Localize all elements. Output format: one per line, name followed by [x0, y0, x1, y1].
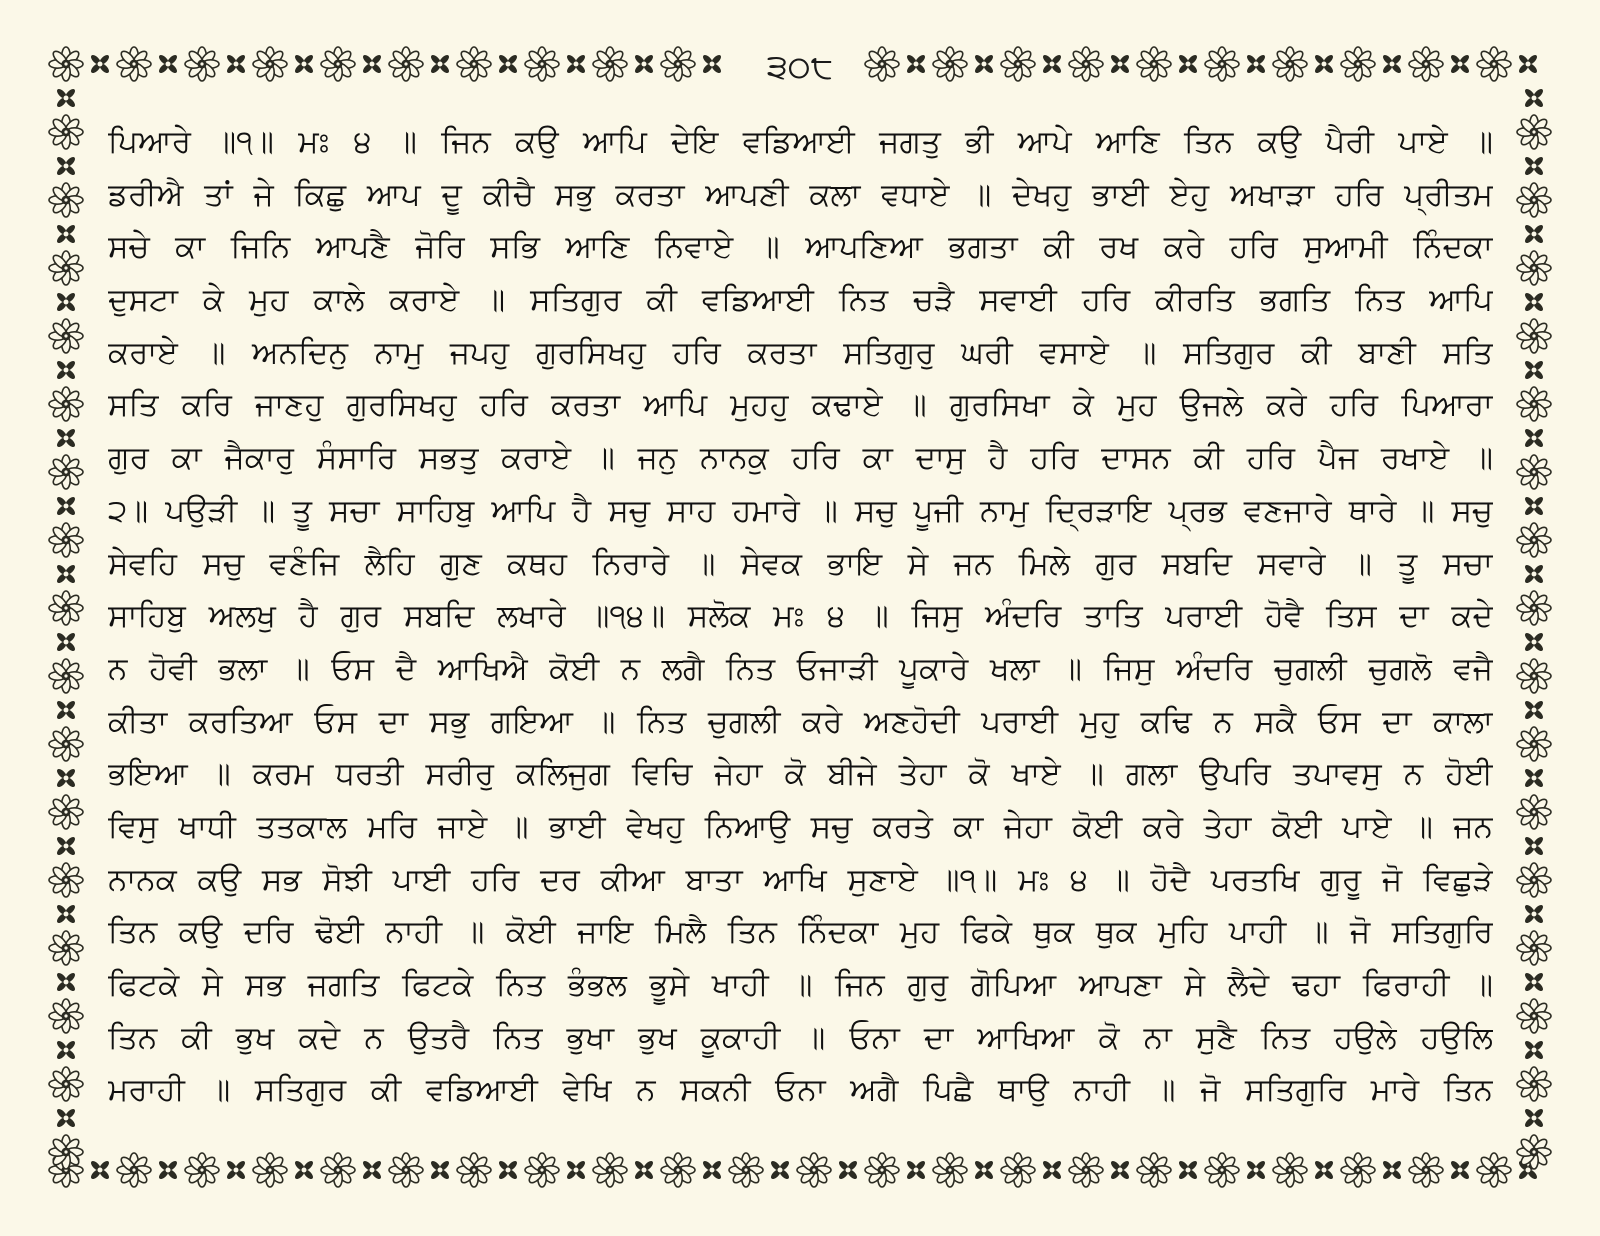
flower-ornament-icon — [55, 563, 76, 584]
flower-ornament-icon — [633, 53, 654, 74]
flower-ornament-icon — [1523, 87, 1544, 108]
scripture-text — [108, 116, 1493, 1117]
flower-ornament-icon — [49, 455, 83, 489]
flower-ornament-icon — [1517, 455, 1551, 489]
flower-ornament-icon — [905, 1159, 926, 1180]
text-line: ਸਾਹਿਬੁ ਅਲਖੁ ਹੈ ਗੁਰ ਸਬਦਿ ਲਖਾਰੇ ॥੧੪॥ ਸਲੋਕ ਮਃ ੪ ॥ ਜਿਸੁ ਅੰਦਰਿ ਤਾਤਿ ਪਰਾਈ ਹੋਵੈ ਤਿਸ ਦਾ ਕਦੇ — [108, 598, 1493, 635]
text-line: ਫਿਟਕੇ ਸੇ ਸਭ ਜਗਤਿ ਫਿਟਕੇ ਨਿਤ ਭੰਭਲ ਭੂਸੇ ਖਾਹੀ ॥ ਜਿਨ ਗੁਰੁ ਗੋਪਿਆ ਆਪਣਾ ਸੇ ਲੈਦੇ ਢਹਾ ਫਿਰਾਹੀ ॥ — [108, 967, 1493, 1003]
flower-ornament-icon — [933, 1153, 967, 1187]
flower-ornament-icon — [1523, 1107, 1544, 1128]
flower-ornament-icon — [49, 999, 83, 1033]
flower-ornament-icon — [1517, 183, 1551, 217]
flower-ornament-icon — [49, 1135, 83, 1169]
flower-ornament-icon — [157, 53, 178, 74]
text-line: ੨॥ ਪਉੜੀ ॥ ਤੂ ਸਚਾ ਸਾਹਿਬੁ ਆਪਿ ਹੈ ਸਚੁ ਸਾਹ ਹਮਾਰੇ ॥ ਸਚੁ ਪੂਜੀ ਨਾਮੁ ਦ੍ਰਿੜਾਇ ਪ੍ਰਭ ਵਣਜਾਰੇ ਥਾਰੇ ॥ ਸਚੁ — [108, 492, 1493, 529]
flower-ornament-icon — [1041, 53, 1062, 74]
flower-ornament-icon — [1517, 727, 1551, 761]
text-line: ਵਿਸੁ ਖਾਧੀ ਤਤਕਾਲ ਮਰਿ ਜਾਏ ॥ ਭਾਈ ਵੇਖਹੁ ਨਿਆਉ ਸਚੁ ਕਰਤੇ ਕਾ ਜੇਹਾ ਕੋਈ ਕਰੇ ਤੇਹਾ ਕੋਈ ਪਾਏ ॥ ਜਨ — [108, 808, 1493, 845]
flower-ornament-icon — [1523, 291, 1544, 312]
flower-ornament-icon — [1517, 931, 1551, 965]
flower-ornament-icon — [1381, 53, 1402, 74]
flower-ornament-icon — [1245, 1159, 1266, 1180]
flower-ornament-icon — [797, 1153, 831, 1187]
flower-ornament-icon — [1517, 863, 1551, 897]
flower-ornament-icon — [1517, 1067, 1551, 1101]
flower-ornament-icon — [1041, 1159, 1062, 1180]
flower-ornament-icon — [49, 1067, 83, 1101]
flower-ornament-icon — [55, 631, 76, 652]
flower-ornament-icon — [1523, 971, 1544, 992]
flower-ornament-icon — [1517, 591, 1551, 625]
flower-ornament-icon — [225, 53, 246, 74]
flower-ornament-icon — [593, 1153, 627, 1187]
flower-ornament-icon — [701, 1159, 722, 1180]
flower-ornament-icon — [55, 359, 76, 380]
flower-ornament-icon — [1517, 319, 1551, 353]
flower-ornament-icon — [55, 155, 76, 176]
flower-ornament-icon — [49, 387, 83, 421]
flower-ornament-icon — [1205, 1153, 1239, 1187]
flower-ornament-icon — [1313, 53, 1334, 74]
flower-ornament-icon — [293, 53, 314, 74]
text-line: ਨ ਹੋਵੀ ਭਲਾ ॥ ਓਸ ਦੈ ਆਖਿਐ ਕੋਈ ਨ ਲਗੈ ਨਿਤ ਓਜਾੜੀ ਪੂਕਾਰੇ ਖਲਾ ॥ ਜਿਸੁ ਅੰਦਰਿ ਚੁਗਲੀ ਚੁਗਲੋ ਵਜੈ — [108, 650, 1493, 687]
flower-ornament-icon — [1523, 631, 1544, 652]
flower-ornament-icon — [837, 1159, 858, 1180]
flower-ornament-icon — [1517, 53, 1538, 74]
flower-ornament-icon — [497, 1159, 518, 1180]
flower-ornament-icon — [1517, 115, 1551, 149]
flower-ornament-icon — [49, 523, 83, 557]
flower-ornament-icon — [1177, 1159, 1198, 1180]
flower-ornament-icon — [49, 115, 83, 149]
flower-ornament-icon — [49, 319, 83, 353]
flower-ornament-icon — [1523, 223, 1544, 244]
flower-ornament-icon — [1517, 1135, 1551, 1169]
flower-ornament-icon — [1517, 387, 1551, 421]
flower-ornament-icon — [1517, 523, 1551, 557]
flower-ornament-icon — [157, 1159, 178, 1180]
flower-ornament-icon — [1523, 359, 1544, 380]
flower-ornament-icon — [389, 1153, 423, 1187]
flower-ornament-icon — [49, 591, 83, 625]
flower-ornament-icon — [769, 1159, 790, 1180]
text-line: ਪਿਆਰੇ ॥੧॥ ਮਃ ੪ ॥ ਜਿਨ ਕਉ ਆਪਿ ਦੇਇ ਵਡਿਆਈ ਜਗਤੁ ਭੀ ਆਪੇ ਆਣਿ ਤਿਨ ਕਉ ਪੈਰੀ ਪਾਏ ॥ — [108, 124, 1493, 160]
flower-ornament-icon — [1313, 1159, 1334, 1180]
text-line: ਦੁਸਟਾ ਕੇ ਮੁਹ ਕਾਲੇ ਕਰਾਏ ॥ ਸਤਿਗੁਰ ਕੀ ਵਡਿਆਈ ਨਿਤ ਚੜੈ ਸਵਾਈ ਹਰਿ ਕੀਰਤਿ ਭਗਤਿ ਨਿਤ ਆਪਿ — [108, 282, 1493, 319]
flower-ornament-icon — [865, 1153, 899, 1187]
text-line: ਕੀਤਾ ਕਰਤਿਆ ਓਸ ਦਾ ਸਭੁ ਗਇਆ ॥ ਨਿਤ ਚੁਗਲੀ ਕਰੇ ਅਣਹੋਦੀ ਪਰਾਈ ਮੁਹੁ ਕਢਿ ਨ ਸਕੈ ਓਸ ਦਾ ਕਾਲਾ — [108, 703, 1493, 740]
flower-ornament-icon — [593, 47, 627, 81]
flower-ornament-icon — [729, 1153, 763, 1187]
flower-ornament-icon — [1477, 1153, 1511, 1187]
flower-ornament-icon — [55, 971, 76, 992]
flower-ornament-icon — [1381, 1159, 1402, 1180]
flower-ornament-icon — [429, 1159, 450, 1180]
flower-ornament-icon — [321, 47, 355, 81]
flower-ornament-icon — [253, 47, 287, 81]
flower-ornament-icon — [1517, 999, 1551, 1033]
text-line: ਮਰਾਹੀ ॥ ਸਤਿਗੁਰ ਕੀ ਵਡਿਆਈ ਵੇਖਿ ਨ ਸਕਨੀ ਓਨਾ ਅਗੈ ਪਿਛੈ ਥਾਉ ਨਾਹੀ ॥ ਜੋ ਸਤਿਗੁਰਿ ਮਾਰੇ ਤਿਨ — [108, 1072, 1493, 1109]
flower-ornament-icon — [55, 427, 76, 448]
flower-ornament-icon — [905, 53, 926, 74]
page-number: ੩੦੮ — [740, 42, 860, 92]
flower-ornament-icon — [55, 767, 76, 788]
text-line: ਸੇਵਹਿ ਸਚੁ ਵਣੰਜਿ ਲੈਹਿ ਗੁਣ ਕਥਹ ਨਿਰਾਰੇ ॥ ਸੇਵਕ ਭਾਇ ਸੇ ਜਨ ਮਿਲੇ ਗੁਰ ਸਬਦਿ ਸਵਾਰੇ ॥ ਤੂ ਸਚਾ — [108, 545, 1493, 582]
flower-ornament-icon — [49, 183, 83, 217]
text-line: ਗੁਰ ਕਾ ਜੈਕਾਰੁ ਸੰਸਾਰਿ ਸਭਤੁ ਕਰਾਏ ॥ ਜਨੁ ਨਾਨਕੁ ਹਰਿ ਕਾ ਦਾਸੁ ਹੈ ਹਰਿ ਦਾਸਨ ਕੀ ਹਰਿ ਪੈਜ ਰਖਾਏ ॥ — [108, 440, 1493, 477]
flower-ornament-icon — [185, 47, 219, 81]
flower-ornament-icon — [1523, 903, 1544, 924]
flower-ornament-icon — [1109, 1159, 1130, 1180]
flower-ornament-icon — [1523, 155, 1544, 176]
flower-ornament-icon — [1523, 699, 1544, 720]
flower-ornament-icon — [973, 1159, 994, 1180]
flower-ornament-icon — [1341, 47, 1375, 81]
flower-ornament-icon — [661, 47, 695, 81]
flower-ornament-icon — [55, 291, 76, 312]
flower-ornament-icon — [49, 795, 83, 829]
flower-ornament-icon — [1409, 47, 1443, 81]
flower-ornament-icon — [429, 53, 450, 74]
flower-ornament-icon — [1069, 1153, 1103, 1187]
flower-ornament-icon — [1517, 795, 1551, 829]
flower-ornament-icon — [701, 53, 722, 74]
flower-ornament-icon — [1205, 47, 1239, 81]
flower-ornament-icon — [49, 863, 83, 897]
flower-ornament-icon — [55, 835, 76, 856]
flower-ornament-icon — [55, 495, 76, 516]
flower-ornament-icon — [55, 699, 76, 720]
text-line: ਸਚੇ ਕਾ ਜਿਨਿ ਆਪਣੈ ਜੋਰਿ ਸਭਿ ਆਣਿ ਨਿਵਾਏ ॥ ਆਪਣਿਆ ਭਗਤਾ ਕੀ ਰਖ ਕਰੇ ਹਰਿ ਸੁਆਮੀ ਨਿੰਦਕਾ — [108, 229, 1493, 266]
flower-ornament-icon — [1523, 495, 1544, 516]
flower-ornament-icon — [1523, 767, 1544, 788]
flower-ornament-icon — [1001, 1153, 1035, 1187]
flower-ornament-icon — [49, 47, 83, 81]
flower-ornament-icon — [1409, 1153, 1443, 1187]
flower-ornament-icon — [321, 1153, 355, 1187]
flower-ornament-icon — [1137, 47, 1171, 81]
flower-ornament-icon — [185, 1153, 219, 1187]
text-line: ਡਰੀਐ ਤਾਂ ਜੇ ਕਿਛੁ ਆਪ ਦੂ ਕੀਚੈ ਸਭੁ ਕਰਤਾ ਆਪਣੀ ਕਲਾ ਵਧਾਏ ॥ ਦੇਖਹੁ ਭਾਈ ਏਹੁ ਅਖਾੜਾ ਹਰਿ ਪ੍ਰੀਤਮ — [108, 176, 1493, 213]
flower-ornament-icon — [1523, 427, 1544, 448]
flower-ornament-icon — [457, 1153, 491, 1187]
flower-ornament-icon — [49, 251, 83, 285]
flower-ornament-icon — [633, 1159, 654, 1180]
flower-ornament-icon — [49, 931, 83, 965]
flower-ornament-icon — [253, 1153, 287, 1187]
flower-ornament-icon — [1341, 1153, 1375, 1187]
flower-ornament-icon — [49, 727, 83, 761]
flower-ornament-icon — [525, 47, 559, 81]
flower-ornament-icon — [661, 1153, 695, 1187]
flower-ornament-icon — [865, 47, 899, 81]
text-line: ਤਿਨ ਕੀ ਭੁਖ ਕਦੇ ਨ ਉਤਰੈ ਨਿਤ ਭੁਖਾ ਭੁਖ ਕੂਕਾਹੀ ॥ ਓਨਾ ਦਾ ਆਖਿਆ ਕੋ ਨਾ ਸੁਣੈ ਨਿਤ ਹਉਲੇ ਹਉਲਿ — [108, 1019, 1493, 1056]
flower-ornament-icon — [1477, 47, 1511, 81]
flower-ornament-icon — [55, 223, 76, 244]
flower-ornament-icon — [1273, 47, 1307, 81]
text-line: ਸਤਿ ਕਰਿ ਜਾਣਹੁ ਗੁਰਸਿਖਹੁ ਹਰਿ ਕਰਤਾ ਆਪਿ ਮੁਹਹੁ ਕਢਾਏ ॥ ਗੁਰਸਿਖਾ ਕੇ ਮੁਹ ਉਜਲੇ ਕਰੇ ਹਰਿ ਪਿਆਰਾ — [108, 387, 1493, 424]
flower-ornament-icon — [1245, 53, 1266, 74]
flower-ornament-icon — [497, 53, 518, 74]
flower-ornament-icon — [565, 53, 586, 74]
flower-ornament-icon — [55, 903, 76, 924]
flower-ornament-icon — [361, 1159, 382, 1180]
flower-ornament-icon — [225, 1159, 246, 1180]
flower-ornament-icon — [1273, 1153, 1307, 1187]
flower-ornament-icon — [55, 87, 76, 108]
flower-ornament-icon — [1137, 1153, 1171, 1187]
flower-ornament-icon — [933, 47, 967, 81]
flower-ornament-icon — [89, 1159, 110, 1180]
flower-ornament-icon — [389, 47, 423, 81]
flower-ornament-icon — [973, 53, 994, 74]
flower-ornament-icon — [525, 1153, 559, 1187]
text-line: ਕਰਾਏ ॥ ਅਨਦਿਨੁ ਨਾਮੁ ਜਪਹੁ ਗੁਰਸਿਖਹੁ ਹਰਿ ਕਰਤਾ ਸਤਿਗੁਰੁ ਘਰੀ ਵਸਾਏ ॥ ਸਤਿਗੁਰ ਕੀ ਬਾਣੀ ਸਤਿ — [108, 334, 1493, 371]
flower-ornament-icon — [1523, 1039, 1544, 1060]
flower-ornament-icon — [117, 47, 151, 81]
flower-ornament-icon — [1001, 47, 1035, 81]
flower-ornament-icon — [1177, 53, 1198, 74]
flower-ornament-icon — [1109, 53, 1130, 74]
flower-ornament-icon — [361, 53, 382, 74]
flower-ornament-icon — [55, 1107, 76, 1128]
flower-ornament-icon — [55, 1039, 76, 1060]
text-line: ਤਿਨ ਕਉ ਦਰਿ ਢੋਈ ਨਾਹੀ ॥ ਕੋਈ ਜਾਇ ਮਿਲੈ ਤਿਨ ਨਿੰਦਕਾ ਮੁਹ ਫਿਕੇ ਥੁਕ ਥੁਕ ਮੁਹਿ ਪਾਹੀ ॥ ਜੋ ਸਤਿਗੁਰਿ — [108, 914, 1493, 951]
flower-ornament-icon — [565, 1159, 586, 1180]
flower-ornament-icon — [293, 1159, 314, 1180]
text-line: ਭਇਆ ॥ ਕਰਮ ਧਰਤੀ ਸਰੀਰੁ ਕਲਿਜੁਗ ਵਿਚਿ ਜੇਹਾ ਕੋ ਬੀਜੇ ਤੇਹਾ ਕੋ ਖਾਏ ॥ ਗਲਾ ਉਪਰਿ ਤਪਾਵਸੁ ਨ ਹੋਈ — [108, 756, 1493, 793]
flower-ornament-icon — [1523, 563, 1544, 584]
flower-ornament-icon — [1449, 1159, 1470, 1180]
flower-ornament-icon — [1517, 659, 1551, 693]
flower-ornament-icon — [49, 659, 83, 693]
flower-ornament-icon — [117, 1153, 151, 1187]
flower-ornament-icon — [457, 47, 491, 81]
flower-ornament-icon — [1517, 251, 1551, 285]
flower-ornament-icon — [1449, 53, 1470, 74]
flower-ornament-icon — [1069, 47, 1103, 81]
flower-ornament-icon — [89, 53, 110, 74]
text-line: ਨਾਨਕ ਕਉ ਸਭ ਸੋਝੀ ਪਾਈ ਹਰਿ ਦਰ ਕੀਆ ਬਾਤਾ ਆਖਿ ਸੁਣਾਏ ॥੧॥ ਮਃ ੪ ॥ ਹੋਦੈ ਪਰਤਖਿ ਗੁਰੂ ਜੋ ਵਿਛੁੜੇ — [108, 861, 1493, 898]
flower-ornament-icon — [1523, 835, 1544, 856]
